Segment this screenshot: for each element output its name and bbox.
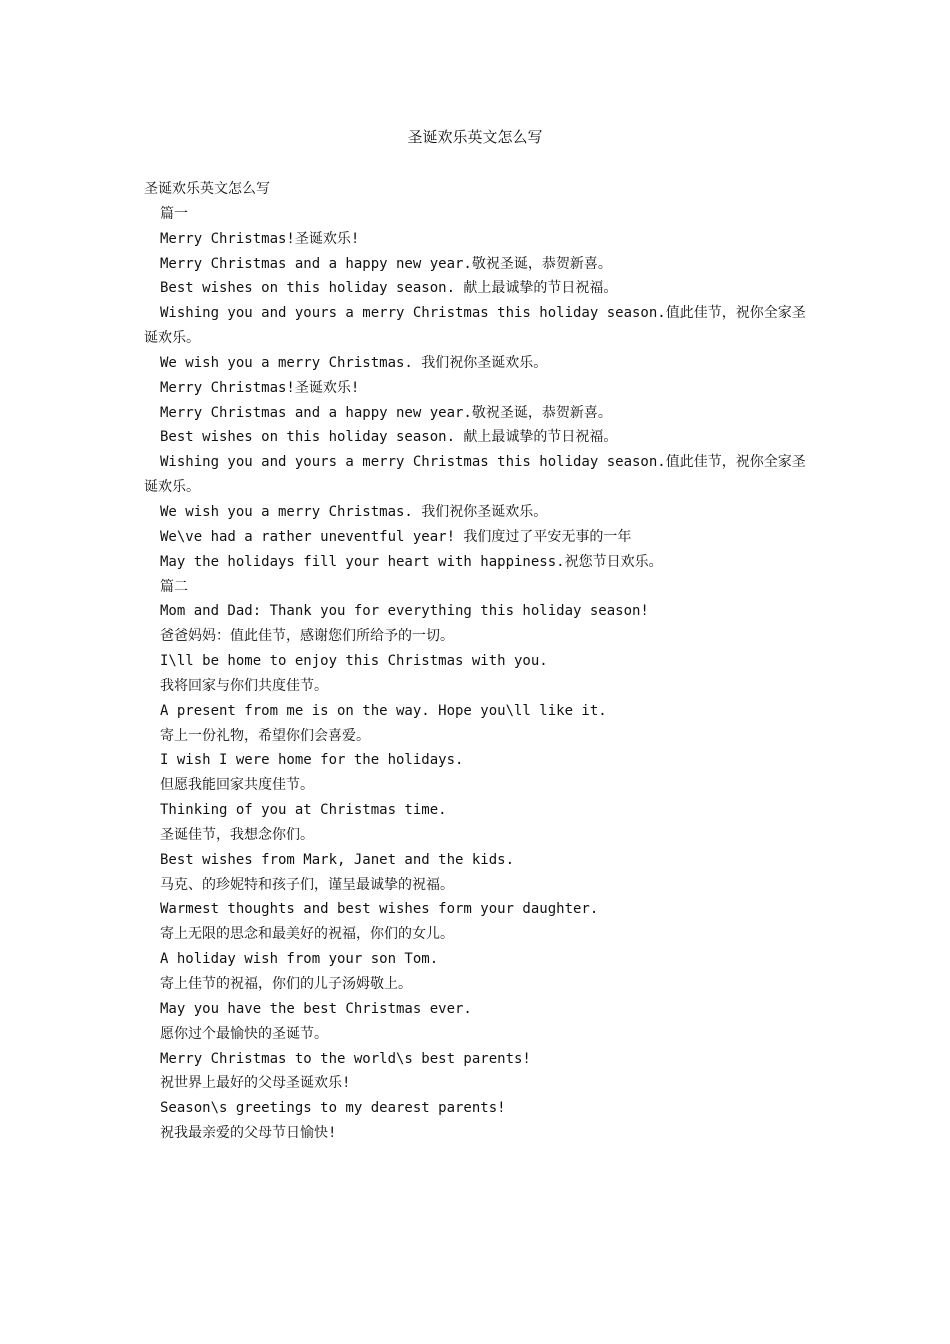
text-line: A present from me is on the way. Hope you\ll like it. [160, 702, 607, 719]
text-line: Best wishes on this holiday season. 献上最诚挚的节日祝福。 [160, 429, 618, 446]
text-line: 圣诞佳节，我想念你们。 [160, 826, 314, 843]
text-line: Thinking of you at Christmas time. [160, 802, 447, 819]
text-line: We wish you a merry Christmas. 我们祝你圣诞欢乐。 [160, 354, 548, 371]
text-line: Best wishes from Mark, Janet and the kids. [160, 851, 515, 868]
text-line: 马克、的珍妮特和孩子们，谨呈最诚挚的祝福。 [160, 876, 454, 893]
text-line: Mom and Dad: Thank you for everything this holiday season! [160, 603, 649, 620]
text-line: 我将回家与你们共度佳节。 [160, 677, 328, 694]
text-line: We wish you a merry Christmas. 我们祝你圣诞欢乐。 [160, 503, 548, 520]
text-line: 愿你过个最愉快的圣诞节。 [160, 1025, 328, 1042]
text-line: 寄上一份礼物，希望你们会喜爱。 [160, 727, 370, 744]
text-line: 篇二 [160, 578, 188, 595]
text-line: Wishing you and yours a merry Christmas this holiday season.值此佳节，祝你全家圣诞欢乐。 [144, 305, 806, 347]
text-line: Merry Christmas!圣诞欢乐! [160, 230, 360, 247]
text-line: 寄上无限的思念和最美好的祝福，你们的女儿。 [160, 926, 454, 943]
text-line: Warmest thoughts and best wishes form your daughter. [160, 901, 599, 918]
text-line: Season\s greetings to my dearest parents! [160, 1100, 506, 1117]
text-line: 圣诞欢乐英文怎么写 [144, 181, 270, 197]
page-title: 圣诞欢乐英文怎么写 [407, 128, 543, 146]
text-line: Merry Christmas and a happy new year.敬祝圣诞，恭贺新喜。 [160, 255, 612, 272]
text-line: Best wishes on this holiday season. 献上最诚挚的节日祝福。 [160, 280, 618, 297]
text-line: 爸爸妈妈：值此佳节，感谢您们所给予的一切。 [160, 628, 454, 645]
text-line: Merry Christmas!圣诞欢乐! [160, 379, 360, 396]
document-body [144, 177, 806, 1146]
text-line: Wishing you and yours a merry Christmas this holiday season.值此佳节，祝你全家圣诞欢乐。 [144, 454, 806, 496]
text-line: 但愿我能回家共度佳节。 [160, 777, 314, 794]
text-line: 寄上佳节的祝福，你们的儿子汤姆敬上。 [160, 976, 412, 992]
text-line: 篇一 [160, 205, 188, 222]
text-line: I\ll be home to enjoy this Christmas with you. [160, 653, 548, 670]
text-line: 祝世界上最好的父母圣诞欢乐! [160, 1075, 351, 1092]
text-line: Merry Christmas to the world\s best parents! [160, 1050, 531, 1067]
text-line: I wish I were home for the holidays. [160, 752, 464, 769]
text-line: We\ve had a rather uneventful year! 我们度过了平安无事的一年 [160, 528, 632, 545]
text-line: Merry Christmas and a happy new year.敬祝圣诞，恭贺新喜。 [160, 404, 612, 421]
text-line: May you have the best Christmas ever. [160, 1000, 472, 1017]
text-line: 祝我最亲爱的父母节日愉快! [160, 1125, 337, 1142]
text-line: A holiday wish from your son Tom. [160, 951, 439, 968]
text-line: May the holidays fill your heart with happiness.祝您节日欢乐。 [160, 553, 663, 570]
